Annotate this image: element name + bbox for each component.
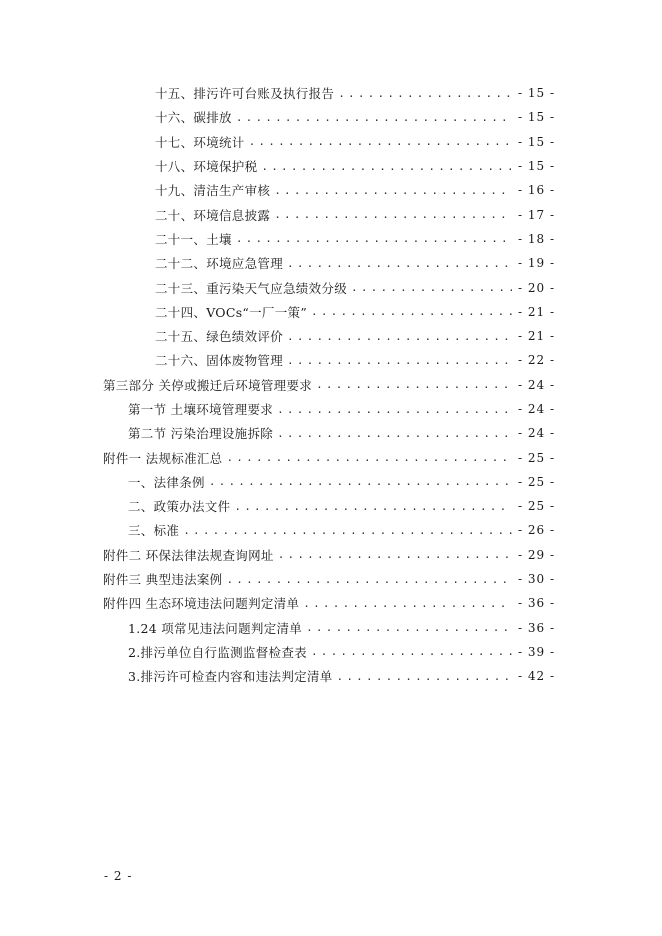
toc-entry[interactable] — [0, 518, 662, 542]
toc-entry[interactable] — [0, 251, 662, 275]
toc-entry-title: 二十二、环境应急管理 — [155, 256, 284, 272]
toc-entry-title: 二十三、重污染天气应急绩效分级 — [155, 280, 348, 296]
toc-dot-leader — [303, 597, 512, 610]
toc-entry-title: 二十六、固体废物管理 — [155, 353, 284, 369]
toc-entry-title: 2.排污单位自行监测监督检查表 — [128, 644, 307, 660]
toc-entry-page: - 36 - — [518, 596, 556, 611]
toc-dot-leader — [234, 500, 512, 513]
toc-entry[interactable] — [0, 130, 662, 154]
toc-entry-page: - 15 - — [518, 159, 556, 174]
toc-dot-leader — [274, 208, 512, 221]
toc-entry-page: - 39 - — [518, 644, 556, 659]
toc-entry[interactable] — [0, 227, 662, 251]
toc-entry-page: - 20 - — [518, 280, 556, 295]
toc-entry-page: - 25 - — [518, 474, 556, 489]
toc-entry-page: - 21 - — [518, 329, 556, 344]
toc-entry-title: 十七、环境统计 — [155, 134, 245, 150]
toc-entry[interactable] — [0, 300, 662, 324]
toc-dot-leader — [261, 160, 512, 173]
toc-dot-leader — [274, 184, 512, 197]
toc-entry-page: - 25 - — [518, 450, 556, 465]
toc-entry-title: 附件三 典型违法案例 — [103, 572, 223, 588]
toc-entry-page: - 19 - — [518, 256, 556, 271]
toc-entry[interactable] — [0, 445, 662, 469]
toc-dot-leader — [306, 621, 512, 634]
toc-entry-page: - 15 - — [518, 110, 556, 125]
toc-entry[interactable] — [0, 664, 662, 688]
toc-entry-title: 三、标准 — [128, 523, 180, 539]
toc-entry[interactable] — [0, 640, 662, 664]
toc-entry[interactable] — [0, 591, 662, 615]
toc-entry-page: - 29 - — [518, 547, 556, 562]
toc-entry-page: - 24 - — [518, 377, 556, 392]
toc-entry-page: - 24 - — [518, 402, 556, 416]
toc-entry[interactable] — [0, 567, 662, 591]
toc-dot-leader — [236, 111, 512, 124]
toc-entry-page: - 17 - — [518, 207, 556, 222]
toc-entry-title: 十六、碳排放 — [155, 110, 232, 126]
toc-entry[interactable] — [0, 202, 662, 226]
toc-entry-title: 一、法律条例 — [128, 474, 205, 490]
toc-entry[interactable] — [0, 348, 662, 372]
toc-entry-title: 第三部分 关停或搬迁后环境管理要求 — [103, 377, 313, 393]
toc-entry-page: - 22 - — [518, 353, 556, 368]
toc-dot-leader — [287, 257, 512, 270]
toc-entry-page: - 21 - — [518, 304, 556, 319]
toc-entry[interactable] — [0, 616, 662, 640]
toc-entry-page: - 26 - — [518, 523, 556, 538]
toc-dot-leader — [338, 87, 512, 100]
toc-dot-leader — [236, 232, 512, 245]
toc-entry-title: 十九、清洁生产审核 — [155, 183, 271, 199]
toc-entry-title: 二十五、绿色绩效评价 — [155, 329, 284, 345]
toc-entry-title: 二十一、土壤 — [155, 231, 232, 247]
toc-entry-title: 二十、环境信息披露 — [155, 207, 271, 223]
toc-entry[interactable] — [0, 421, 662, 445]
toc-entry-title: 第一节 土壤环境管理要求 — [128, 402, 274, 417]
toc-entry[interactable] — [0, 275, 662, 299]
toc-dot-leader — [226, 573, 512, 586]
toc-entry-page: - 15 - — [518, 134, 556, 149]
toc-entry-title: 二十四、VOCs“一厂一策” — [155, 304, 308, 320]
toc-dot-leader — [183, 524, 512, 537]
toc-entry-title: 十八、环境保护税 — [155, 159, 258, 175]
toc-entry[interactable] — [0, 324, 662, 348]
toc-dot-leader — [277, 427, 512, 440]
toc-dot-leader — [316, 378, 512, 391]
toc-entry-page: - 24 - — [518, 426, 556, 441]
toc-entry-page: - 42 - — [518, 669, 556, 684]
toc-dot-leader — [226, 451, 512, 464]
toc-entry[interactable] — [0, 397, 662, 421]
toc-entry-page: - 18 - — [518, 231, 556, 246]
toc-dot-leader — [278, 548, 512, 561]
toc-entry-title: 附件二 环保法律法规查询网址 — [103, 547, 274, 563]
toc-entry-page: - 15 - — [518, 86, 556, 101]
toc-dot-leader — [249, 135, 512, 148]
toc-entry[interactable] — [0, 178, 662, 202]
toc-entry-title: 附件四 生态环境违法问题判定清单 — [103, 596, 300, 612]
toc-dot-leader — [351, 281, 512, 294]
toc-dot-leader — [337, 670, 512, 683]
toc-dot-leader — [311, 305, 512, 318]
toc-entry-title: 1.24 项常见违法问题判定清单 — [128, 620, 303, 636]
toc-entry-page: - 36 - — [518, 620, 556, 635]
toc-dot-leader — [287, 354, 512, 367]
toc-entry[interactable] — [0, 543, 662, 567]
toc-dot-leader — [311, 645, 512, 658]
toc-entry-title: 第二节 污染治理设施拆除 — [128, 426, 274, 442]
toc-entry-title: 二、政策办法文件 — [128, 499, 231, 515]
toc-entry[interactable] — [0, 470, 662, 494]
toc-entry[interactable] — [0, 81, 662, 105]
toc-entry[interactable] — [0, 105, 662, 129]
page-number: - 2 - — [104, 869, 133, 883]
toc-entry-title: 附件一 法规标准汇总 — [103, 450, 223, 466]
table-of-contents — [0, 81, 662, 688]
toc-entry[interactable] — [0, 373, 662, 397]
toc-entry-page: - 25 - — [518, 499, 556, 514]
toc-dot-leader — [277, 403, 512, 416]
toc-entry[interactable] — [0, 494, 662, 518]
toc-entry-page: - 16 - — [518, 183, 556, 198]
toc-dot-leader — [209, 475, 512, 488]
toc-dot-leader — [287, 330, 512, 343]
toc-entry-title: 3.排污许可检查内容和违法判定清单 — [128, 669, 333, 685]
toc-entry[interactable] — [0, 154, 662, 178]
toc-entry-title: 十五、排污许可台账及执行报告 — [155, 86, 335, 102]
toc-entry-page: - 30 - — [518, 572, 556, 587]
